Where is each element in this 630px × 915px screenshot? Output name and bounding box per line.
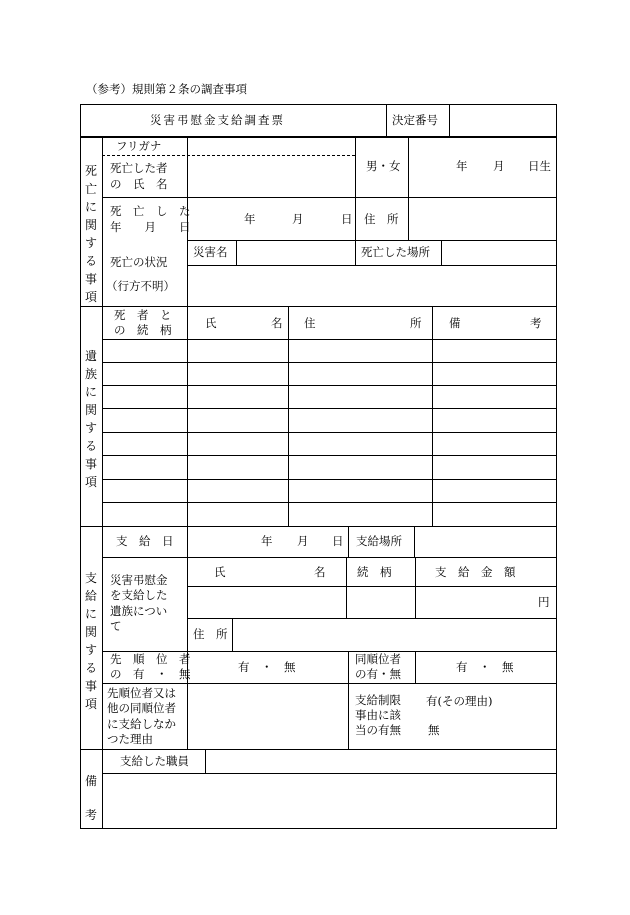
missing-label: （行方不明） — [106, 279, 175, 293]
paying-staff-field[interactable] — [206, 750, 556, 772]
yen-unit: 円 — [538, 595, 550, 609]
disaster-name-label: 災害名 — [193, 245, 228, 259]
payment-date-label: 支 給 日 — [116, 534, 174, 548]
payment-place-label: 支給場所 — [356, 534, 402, 548]
form-title: 災害弔慰金支給調査票 — [150, 113, 285, 127]
birth-date-label: 日生 — [528, 159, 551, 173]
family-section-label: 遺族に関する事項 — [84, 349, 97, 489]
restriction-label: 支給制限 — [355, 693, 401, 707]
restriction-yes-option[interactable]: 有(その理由) — [426, 694, 493, 708]
recipient-address-label: 住 所 — [193, 627, 228, 641]
prior-rank-choice[interactable]: 有 ・ 無 — [238, 660, 296, 674]
remarks-section-label: 備考 — [84, 774, 97, 822]
recipient-relation-field[interactable] — [347, 587, 414, 617]
family-name-header: 氏 — [205, 316, 217, 330]
restriction-no-option[interactable]: 無 — [428, 723, 440, 737]
death-place-field[interactable] — [442, 241, 556, 264]
amount-header: 支 給 金 額 — [435, 565, 516, 579]
recipient-name-header: 氏 — [214, 565, 226, 579]
deceased-address-field[interactable] — [409, 198, 556, 239]
recipient-family-label: 災害弔慰金 — [110, 573, 168, 587]
family-remarks-header: 備 — [449, 316, 461, 330]
remarks-field[interactable] — [103, 774, 556, 828]
recipient-address-field[interactable] — [233, 619, 556, 650]
prior-rank-label: 先 順 位 者 — [110, 652, 191, 666]
no-payment-reason-label: 先順位者又は — [107, 686, 176, 700]
death-date-label: 死 亡 し た — [110, 204, 191, 218]
reference-caption: （参考）規則第２条の調査事項 — [86, 82, 247, 96]
furigana-label: フリガナ — [116, 139, 162, 153]
deceased-name-field[interactable] — [188, 156, 354, 196]
recipient-relation-header: 続 柄 — [357, 565, 392, 579]
furigana-field[interactable] — [188, 138, 354, 155]
amount-field[interactable] — [416, 587, 556, 617]
relationship-header: 死 者 と — [114, 308, 172, 322]
payment-date-field[interactable] — [188, 527, 347, 556]
paying-staff-label: 支給した職員 — [120, 754, 189, 768]
death-situation-field[interactable] — [188, 266, 556, 305]
death-situation-label: 死亡の状況 — [110, 255, 168, 269]
sex-choice[interactable]: 男・女 — [366, 159, 401, 173]
payment-section-label: 支給に関する事項 — [84, 571, 97, 711]
decision-number-field[interactable] — [450, 105, 556, 136]
family-address-header: 住 — [304, 316, 316, 330]
family-entry-rows[interactable] — [103, 340, 556, 525]
decision-number-label: 決定番号 — [392, 113, 438, 127]
payment-place-field[interactable] — [415, 527, 556, 556]
disaster-name-field[interactable] — [237, 241, 354, 264]
death-place-label: 死亡した場所 — [361, 245, 430, 259]
deceased-address-label: 住 所 — [364, 212, 399, 226]
no-payment-reason-field[interactable] — [188, 684, 347, 748]
same-rank-choice[interactable]: 有 ・ 無 — [456, 660, 514, 674]
recipient-name-field[interactable] — [188, 587, 345, 617]
deceased-section-label: 死亡に関する事項 — [84, 164, 97, 304]
same-rank-label: 同順位者 — [355, 652, 401, 666]
deceased-name-label: 死亡した者 — [110, 161, 168, 175]
